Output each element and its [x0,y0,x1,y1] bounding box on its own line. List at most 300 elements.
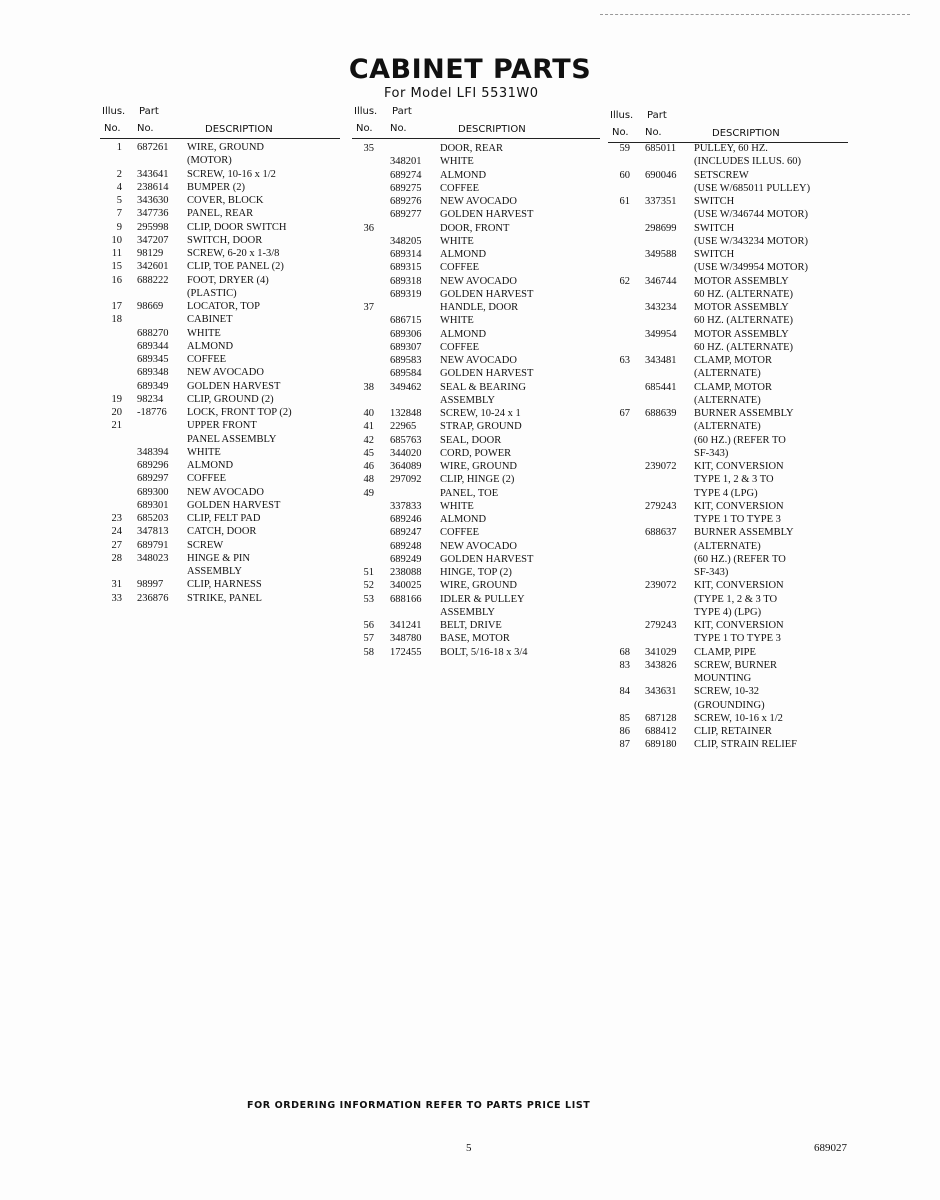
part-description [694,222,808,249]
description-line: WIRE, GROUND [440,580,517,592]
part-description [694,248,808,275]
description-line: SWITCH, DOOR [187,234,263,246]
table-row [100,459,340,472]
description-line: NEW AVOCADO [440,355,517,366]
part-description [187,499,280,512]
part-description [440,487,498,500]
illus-number: 36 [363,222,374,234]
table-row [352,182,600,195]
description-line: (MOTOR) [187,155,232,167]
header-illus: Illus. [354,106,378,117]
description-line: (60 HZ.) (REFER TO [694,434,786,446]
illus-number: 67 [619,408,630,419]
part-description [694,169,810,196]
part-number: 343481 [645,355,677,366]
illus-number: 11 [111,248,122,259]
description-line: CABINET [187,314,233,326]
description-line: LOCATOR, TOP [187,301,260,312]
illus-number: 19 [111,393,122,405]
part-number: 689275 [390,182,422,194]
header-illus-no: No. [612,127,629,138]
description-line: PANEL, REAR [187,208,254,220]
illus-number: 1 [116,142,122,153]
part-number: 689348 [137,367,169,379]
description-line: MOTOR ASSEMBLY [694,328,789,340]
part-description [440,500,474,513]
table-row [608,500,848,527]
part-description [440,169,486,182]
description-line: (GROUNDING) [694,699,765,711]
part-description [187,393,274,406]
table-row [100,247,340,260]
part-number: 279243 [645,620,677,631]
description-line: SCREW, 10-16 x 1/2 [694,712,783,724]
table-row [100,552,340,579]
part-description [187,260,284,273]
illus-number: 86 [619,726,630,737]
part-number: 343631 [645,686,677,698]
description-line: TYPE 1 TO TYPE 3 [694,633,781,645]
part-number: 348780 [390,633,422,645]
part-number: 132848 [390,408,422,419]
part-number: 98669 [137,301,164,312]
illus-number: 83 [619,659,630,671]
part-number: 98129 [137,248,164,259]
part-number: 689345 [137,354,169,365]
illus-number: 37 [363,302,374,313]
part-description [440,301,518,314]
description-line: NEW AVOCADO [187,486,264,498]
part-description [187,406,292,419]
part-description [187,512,260,525]
part-description [694,381,772,408]
table-row [352,473,600,486]
part-description [187,221,286,234]
description-line: PANEL ASSEMBLY [187,433,277,445]
description-line: (60 HZ.) (REFER TO [694,553,786,565]
description-line: NEW AVOCADO [440,196,517,207]
illus-number: 10 [111,234,122,246]
header-illus: Illus. [102,106,126,117]
page-title: CABINET PARTS [348,54,592,85]
part-number: 689301 [137,499,169,511]
illus-number: 46 [363,461,374,472]
table-row [352,500,600,513]
illus-number: 42 [363,434,374,446]
description-line: PULLEY, 60 HZ. [694,143,768,154]
header-description: DESCRIPTION [458,124,526,135]
table-row [352,646,600,659]
part-description [440,248,486,261]
document-code: 689027 [814,1142,847,1154]
table-row [608,619,848,646]
description-line: WIRE, GROUND [440,461,517,472]
part-number: 337833 [390,500,422,512]
illus-number: 2 [116,168,122,180]
part-description [440,513,486,526]
header-illus-no: No. [104,123,121,134]
header-part: Part [647,110,667,121]
description-line: 60 HZ. (ALTERNATE) [694,288,794,300]
part-number: 685203 [137,513,169,524]
description-line: (INCLUDES ILLUS. 60) [694,156,802,168]
description-line: SCREW, 10-24 x 1 [440,408,521,419]
description-line: COFFEE [440,527,480,539]
description-line: CLAMP, PIPE [694,646,756,658]
part-number: 689315 [390,262,422,274]
description-line: SCREW, 6-20 x 1-3/8 [187,248,280,259]
description-line: UPPER FRONT [187,420,257,432]
part-description [694,646,756,659]
part-number: 689180 [645,739,677,751]
description-line: CATCH, DOOR [187,526,257,538]
part-number: 337351 [645,196,677,207]
table-row [352,314,600,327]
description-line: (USE W/343234 MOTOR) [694,235,808,247]
part-description [187,578,262,591]
description-line: MOUNTING [694,673,752,684]
description-line: CLIP, HARNESS [187,579,262,591]
part-description [187,274,269,301]
description-line: STRIKE, PANEL [187,592,262,604]
illus-number: 5 [116,195,122,206]
illus-number: 35 [363,143,374,154]
part-description [694,195,808,222]
part-description [187,486,264,499]
part-number: 347736 [137,208,169,220]
part-description [440,553,533,566]
part-description [187,300,260,313]
header-part-no: No. [137,123,154,134]
table-row [608,248,848,275]
part-description [440,288,533,301]
part-description [440,182,479,195]
table-row [608,526,848,579]
part-description [187,181,245,194]
description-line: HANDLE, DOOR [440,302,519,313]
illus-number: 20 [111,407,122,418]
description-line: CLIP, GROUND (2) [187,393,274,405]
part-description [440,155,474,168]
illus-number: 56 [363,620,374,631]
table-row [100,221,340,234]
part-number: 349954 [645,328,677,340]
table-row [352,341,600,354]
part-number: 239072 [645,580,677,592]
part-description [440,195,517,208]
part-description [694,460,784,500]
table-row [352,513,600,526]
table-row [100,446,340,459]
table-row [608,725,848,738]
part-number: 349462 [390,381,422,393]
description-line: BURNER ASSEMBLY [694,527,794,539]
part-description [694,328,793,355]
table-row [100,168,340,181]
part-number: 689296 [137,460,169,471]
table-row [352,155,600,168]
description-line: TYPE 4 (LPG) [694,487,758,499]
part-description [440,314,474,327]
part-number: 348201 [390,156,422,168]
part-number: 98997 [137,579,164,591]
table-row [352,632,600,645]
description-line: KIT, CONVERSION [694,500,784,512]
description-line: GOLDEN HARVEST [440,209,534,221]
part-description [694,407,794,460]
table-row [608,685,848,712]
table-row [100,234,340,247]
part-description [440,632,510,645]
description-line: MOTOR ASSEMBLY [694,275,789,287]
part-number: 689249 [390,553,422,565]
part-description [440,526,479,539]
part-number: 346744 [645,275,677,287]
header-part-no: No. [390,123,407,134]
part-number: 689349 [137,380,169,392]
illus-number: 45 [363,447,374,459]
part-description [694,142,801,169]
description-line: SWITCH [694,249,735,260]
table-row [100,207,340,220]
illus-number: 60 [619,169,630,181]
description-line: SEAL & BEARING [440,381,526,393]
description-line: GOLDEN HARVEST [187,380,281,392]
part-number: 343641 [137,168,169,180]
table-row [100,592,340,605]
part-number: 689277 [390,209,422,221]
part-description [440,235,474,248]
illus-number: 41 [363,421,374,433]
part-description [694,526,794,579]
part-number: 347207 [137,234,169,246]
description-line: ALMOND [440,169,487,181]
description-line: HINGE & PIN [187,552,250,564]
description-line: CLAMP, MOTOR [694,355,772,366]
description-line: BELT, DRIVE [440,620,502,631]
description-line: FOOT, DRYER (4) [187,274,269,286]
part-number: 685441 [645,381,677,393]
illus-number: 9 [116,221,122,233]
part-description [694,500,784,527]
header-part: Part [392,106,412,117]
description-line: KIT, CONVERSION [694,580,784,592]
table-row [352,328,600,341]
table-row [352,407,600,420]
table-row [100,300,340,313]
part-description [694,354,772,381]
model-subtitle: For Model LFI 5531W0 [384,86,539,101]
description-line: COFFEE [187,473,227,485]
part-description [694,301,793,328]
part-number: 685763 [390,434,422,446]
part-description [694,579,784,619]
part-number: 295998 [137,221,169,233]
header-rule [352,138,600,139]
part-number: 298699 [645,222,677,234]
part-number: 689248 [390,540,422,552]
table-row [352,593,600,620]
description-line: CLIP, RETAINER [694,726,772,737]
table-row [100,472,340,485]
illus-number: 85 [619,712,630,724]
table-row [608,381,848,408]
page-number: 5 [466,1142,472,1154]
part-number: 343826 [645,659,677,671]
part-description [694,725,772,738]
part-description [440,381,526,408]
illus-number: 24 [111,526,122,538]
table-row [100,486,340,499]
table-row [100,313,340,326]
part-number: 689318 [390,275,422,287]
description-line: GOLDEN HARVEST [440,288,534,300]
part-description [187,380,280,393]
table-row [100,525,340,538]
part-number: -18776 [137,407,167,418]
illus-number: 59 [619,143,630,154]
table-row [352,235,600,248]
table-row [352,566,600,579]
part-description [187,247,279,260]
description-line: (USE W/685011 PULLEY) [694,182,811,194]
description-line: SCREW, 10-32 [694,686,759,698]
header-rule [100,138,340,139]
part-number: 689307 [390,341,422,353]
description-line: (ALTERNATE) [694,394,761,406]
description-line: (ALTERNATE) [694,421,761,433]
illus-number: 17 [111,301,122,312]
part-number: 689300 [137,486,169,498]
part-description [187,592,262,605]
illus-number: 57 [363,633,374,645]
part-description [694,712,783,725]
part-number: 347813 [137,526,169,538]
part-description [187,234,262,247]
table-row [352,222,600,235]
description-line: (ALTERNATE) [694,540,761,552]
part-description [187,525,256,538]
part-number: 689319 [390,288,422,300]
description-line: (TYPE 1, 2 & 3 TO [694,593,778,605]
part-description [694,275,793,302]
part-description [440,208,533,221]
description-line: KIT, CONVERSION [694,620,784,631]
part-description [694,659,777,686]
description-line: STRAP, GROUND [440,421,522,433]
part-description [440,341,479,354]
table-row [100,181,340,194]
illus-number: 49 [363,487,374,499]
header-illus: Illus. [610,110,634,121]
description-line: NEW AVOCADO [187,367,264,379]
table-row [100,406,340,419]
header-part: Part [139,106,159,117]
description-line: COFFEE [440,341,480,353]
part-number: 172455 [390,646,422,658]
table-row [608,275,848,302]
description-line: (USE W/346744 MOTOR) [694,209,808,221]
table-row [608,659,848,686]
part-description [440,354,517,367]
part-number: 688270 [137,327,169,339]
table-row [608,738,848,751]
description-line: COFFEE [440,262,480,274]
header-description: DESCRIPTION [712,128,780,139]
table-row [608,579,848,619]
part-number: 689306 [390,328,422,340]
description-line: COFFEE [187,354,227,365]
table-row [352,540,600,553]
description-line: NEW AVOCADO [440,275,517,287]
table-row [100,499,340,512]
table-row [608,169,848,196]
description-line: BOLT, 5/16-18 x 3/4 [440,646,528,658]
part-number: 342601 [137,261,169,273]
table-row [352,208,600,221]
table-row [608,712,848,725]
illus-number: 21 [111,420,122,432]
description-line: WHITE [440,235,474,247]
illus-number: 87 [619,739,630,751]
part-number: 689246 [390,514,422,525]
description-line: SF-343) [694,567,729,578]
part-description [187,313,233,326]
part-description [440,447,511,460]
part-description [187,539,223,552]
description-line: SWITCH [694,222,735,234]
part-number: 348023 [137,552,169,564]
part-description [187,168,276,181]
description-line: COFFEE [440,182,480,194]
part-description [440,367,533,380]
part-number: 688222 [137,274,169,286]
illus-number: 48 [363,474,374,486]
part-description [187,327,221,340]
description-line: SCREW, BURNER [694,659,778,671]
part-description [187,141,264,168]
part-description [440,579,517,592]
part-description [440,261,479,274]
part-number: 297092 [390,474,422,486]
description-line: CLIP, FELT PAD [187,513,261,524]
part-description [694,738,797,751]
part-description [694,619,784,646]
description-line: CLIP, DOOR SWITCH [187,221,287,233]
part-description [187,446,221,459]
part-number: 279243 [645,500,677,512]
part-number: 98234 [137,393,164,405]
description-line: DOOR, REAR [440,143,504,154]
description-line: LOCK, FRONT TOP (2) [187,407,292,418]
illus-number: 38 [363,381,374,393]
table-row [352,301,600,314]
description-line: 60 HZ. (ALTERNATE) [694,341,794,353]
description-line: (USE W/349954 MOTOR) [694,262,808,274]
table-row [352,367,600,380]
description-line: MOTOR ASSEMBLY [694,302,789,313]
description-line: (PLASTIC) [187,287,237,299]
part-number: 349588 [645,249,677,260]
part-number: 343630 [137,195,169,206]
description-line: ALMOND [187,460,234,471]
part-number: 689276 [390,196,422,207]
part-number: 687128 [645,712,677,724]
part-number: 344020 [390,447,422,459]
part-number: 688412 [645,726,677,737]
description-line: ASSEMBLY [187,566,242,577]
description-line: CORD, POWER [440,447,512,459]
